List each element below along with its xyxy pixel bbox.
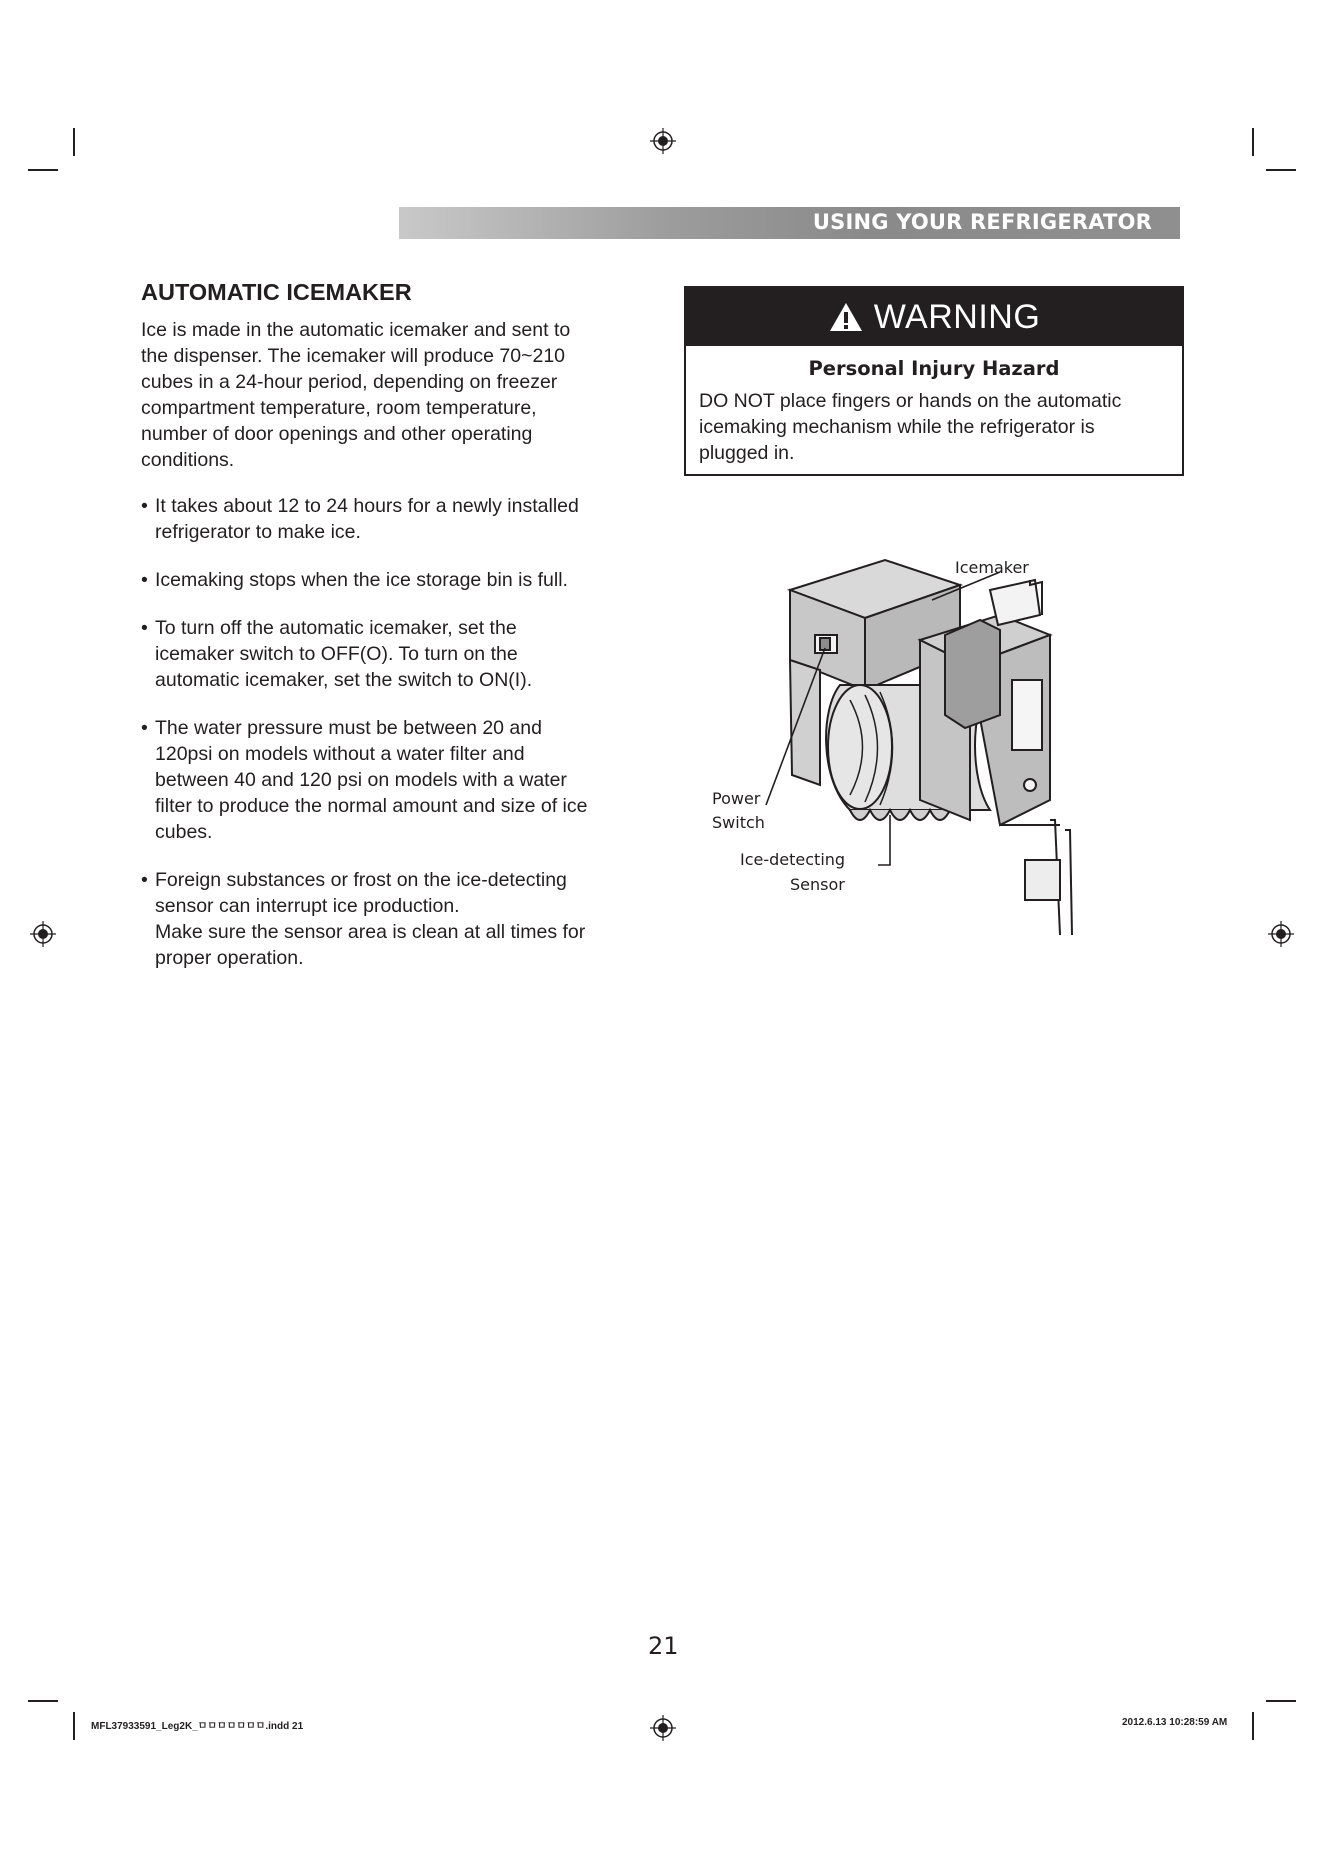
sensor-label: Ice-detecting: [740, 850, 846, 869]
bullet-line: filter to produce the normal amount and size of ice: [155, 795, 588, 817]
list-item: [141, 715, 641, 845]
page-number: 21: [648, 1632, 679, 1660]
list-item: [141, 867, 641, 971]
bullet-line: refrigerator to make ice.: [155, 521, 361, 543]
crop-mark: [73, 128, 75, 156]
bullet-icon: •: [141, 495, 148, 517]
bullet-list: [141, 493, 641, 993]
crop-mark: [73, 1712, 75, 1740]
icemaker-illustration: [700, 540, 1100, 940]
bullet-icon: •: [141, 869, 148, 891]
bullet-icon: •: [141, 569, 148, 591]
warning-line: icemaking mechanism while the refrigerator is: [699, 416, 1095, 438]
bullet-line: Foreign substances or frost on the ice-detecting: [155, 869, 567, 891]
registration-mark-icon: [650, 128, 676, 154]
print-timestamp: 2012.6.13 10:28:59 AM: [1122, 1717, 1228, 1728]
registration-mark-icon: [30, 921, 56, 947]
intro-line: Ice is made in the automatic icemaker and sent to: [141, 319, 571, 341]
crop-mark: [28, 169, 58, 171]
warning-text: [699, 388, 1170, 466]
list-item: [141, 567, 641, 593]
list-item: [141, 615, 641, 693]
bullet-line: cubes.: [155, 821, 213, 843]
intro-line: the dispenser. The icemaker will produce 70~210: [141, 345, 566, 367]
icemaker-label: Icemaker: [955, 558, 1029, 577]
bullet-line: Make sure the sensor area is clean at all times for: [155, 921, 586, 943]
crop-mark: [1252, 1712, 1254, 1740]
section-header-title: USING YOUR REFRIGERATOR: [812, 210, 1152, 234]
section-header-band: [399, 207, 1180, 239]
power-switch-label: Switch: [712, 813, 765, 832]
bullet-line: sensor can interrupt ice production.: [155, 895, 460, 917]
bullet-line: automatic icemaker, set the switch to ON(I).: [155, 669, 533, 691]
warning-triangle-icon: [828, 301, 864, 333]
bullet-line: Icemaking stops when the ice storage bin is full.: [155, 569, 568, 591]
crop-mark: [1266, 1700, 1296, 1702]
warning-line: plugged in.: [699, 442, 795, 464]
intro-line: conditions.: [141, 449, 235, 471]
intro-line: number of door openings and other operating: [141, 423, 533, 445]
warning-title: WARNING: [873, 297, 1041, 336]
bullet-line: The water pressure must be between 20 and: [155, 717, 542, 739]
bullet-line: To turn off the automatic icemaker, set the: [155, 617, 517, 639]
bullet-line: It takes about 12 to 24 hours for a newly installed: [155, 495, 579, 517]
intro-paragraph: [141, 317, 641, 473]
registration-mark-icon: [1268, 921, 1294, 947]
warning-header: [686, 288, 1182, 346]
bullet-icon: •: [141, 617, 148, 639]
section-title: AUTOMATIC ICEMAKER: [141, 279, 412, 305]
crop-mark: [1266, 169, 1296, 171]
bullet-line: proper operation.: [155, 947, 304, 969]
file-name: MFL37933591_Leg2K_ㅁㅁㅁㅁㅁㅁㅁ.indd 21: [91, 1721, 304, 1732]
sensor-label: Sensor: [790, 875, 845, 894]
crop-mark: [28, 1700, 58, 1702]
warning-subtitle: Personal Injury Hazard: [808, 357, 1060, 380]
list-item: [141, 493, 641, 545]
intro-line: compartment temperature, room temperature,: [141, 397, 537, 419]
registration-mark-icon: [650, 1715, 676, 1741]
power-switch-label: Power: [712, 789, 761, 808]
bullet-line: 120psi on models without a water filter and: [155, 743, 525, 765]
intro-line: cubes in a 24-hour period, depending on freezer: [141, 371, 558, 393]
warning-box: [684, 286, 1184, 476]
bullet-line: between 40 and 120 psi on models with a water: [155, 769, 567, 791]
bullet-icon: •: [141, 717, 148, 739]
warning-line: DO NOT place fingers or hands on the automatic: [699, 390, 1122, 412]
bullet-line: icemaker switch to OFF(O). To turn on the: [155, 643, 518, 665]
crop-mark: [1252, 128, 1254, 156]
